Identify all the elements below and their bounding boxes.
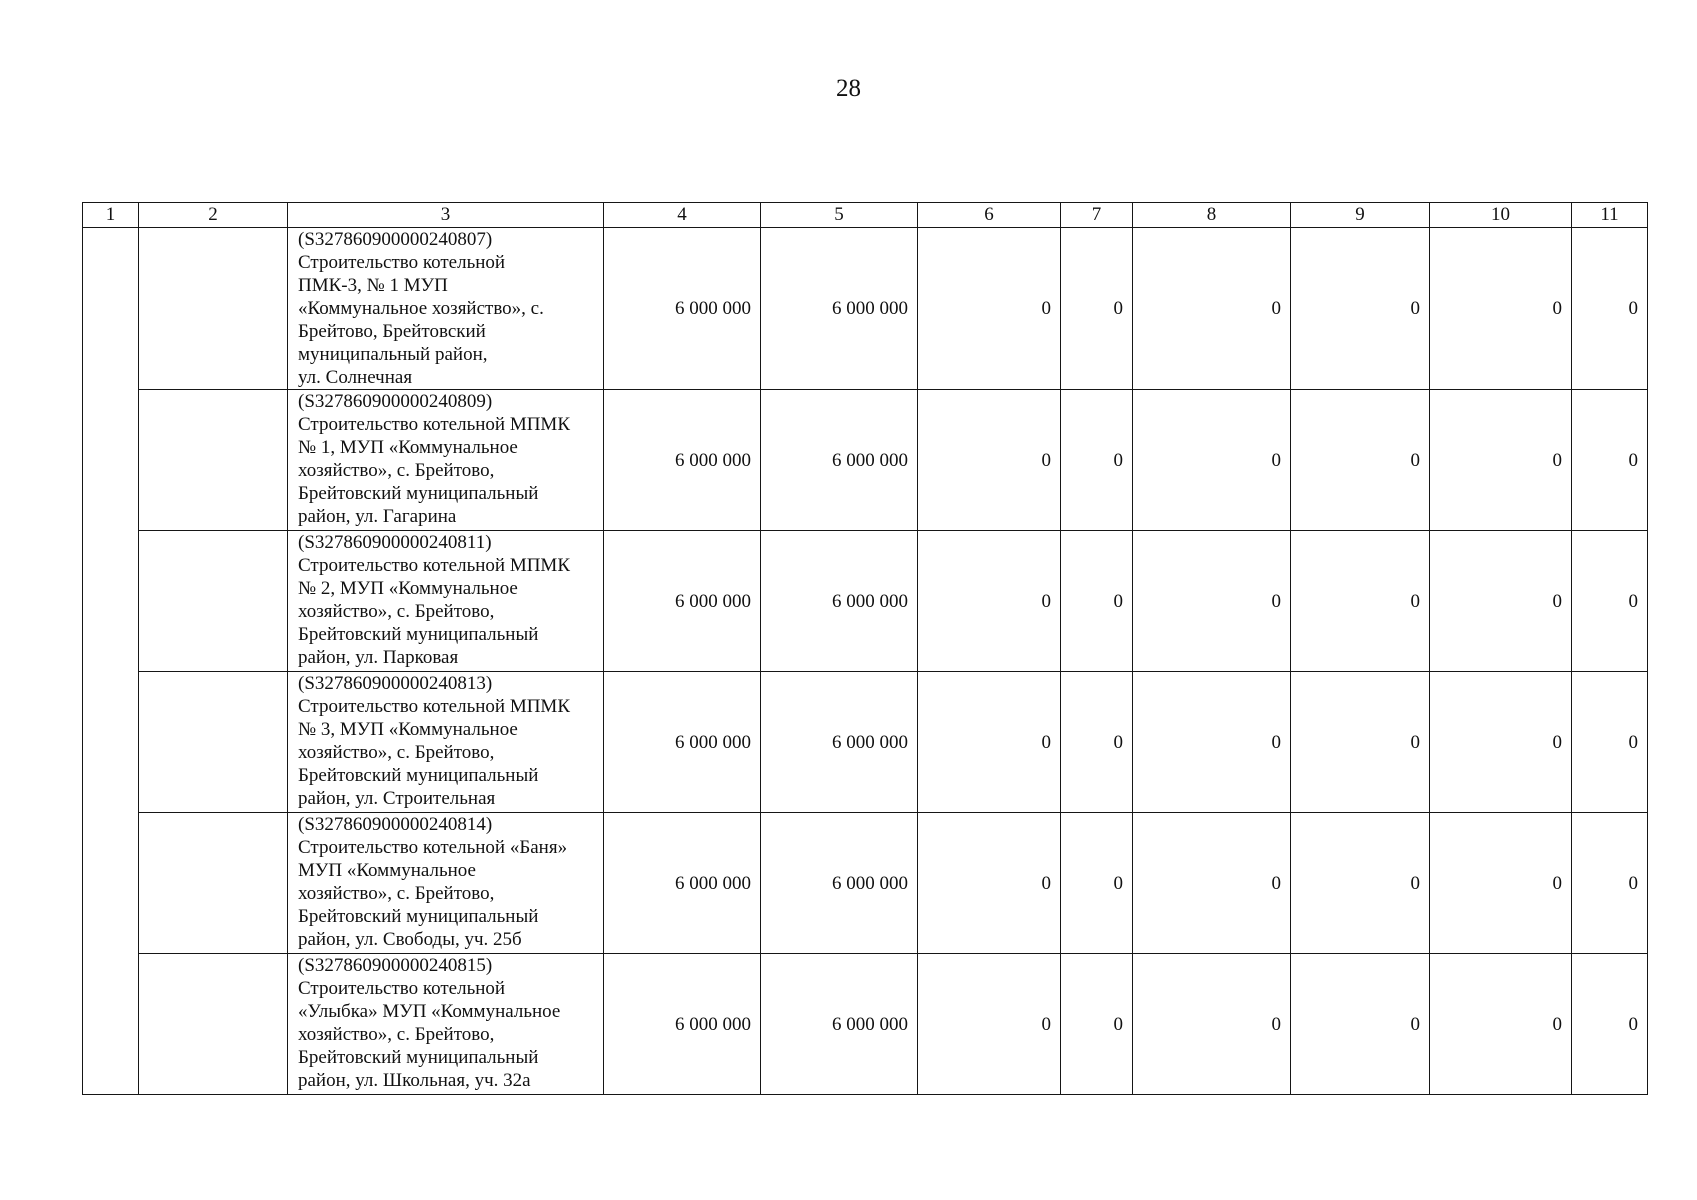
description-line: № 3, МУП «Коммунальное — [298, 719, 518, 740]
budget-table — [82, 202, 1648, 1095]
value-cell-col9: 0 — [1291, 672, 1430, 813]
description-line: (S327860900000240815) — [298, 955, 493, 976]
description-cell — [288, 390, 604, 531]
description-line: Строительство котельной МПМК — [298, 414, 571, 435]
table-row — [83, 228, 1648, 390]
description-line: хозяйство», с. Брейтово, — [298, 460, 495, 481]
value-cell-col8: 0 — [1133, 813, 1291, 954]
value-cell-col7: 0 — [1061, 954, 1133, 1095]
description-line: (S327860900000240807) — [298, 229, 493, 250]
value-cell-col11: 0 — [1572, 954, 1648, 1095]
column-header-6: 6 — [918, 203, 1061, 228]
description-line: район, ул. Школьная, уч. 32а — [298, 1070, 531, 1091]
value-cell-col5: 6 000 000 — [761, 813, 918, 954]
description-line: «Коммунальное хозяйство», с. — [298, 298, 544, 319]
value-cell-col8: 0 — [1133, 672, 1291, 813]
value-cell-col4: 6 000 000 — [604, 228, 761, 390]
description-line: (S327860900000240813) — [298, 673, 493, 694]
description-line: район, ул. Парковая — [298, 647, 459, 668]
description-cell — [288, 672, 604, 813]
description-line: (S327860900000240809) — [298, 391, 493, 412]
column-header-2: 2 — [139, 203, 288, 228]
value-cell-col4: 6 000 000 — [604, 531, 761, 672]
description-line: МУП «Коммунальное — [298, 860, 476, 881]
description-line: район, ул. Гагарина — [298, 506, 457, 527]
description-line: Строительство котельной — [298, 978, 506, 999]
description-line: Строительство котельной — [298, 252, 506, 273]
description-cell — [288, 228, 604, 390]
description-line: Брейтовский муниципальный — [298, 906, 539, 927]
value-cell-col11: 0 — [1572, 390, 1648, 531]
value-cell-col11: 0 — [1572, 531, 1648, 672]
value-cell-col11: 0 — [1572, 672, 1648, 813]
description-line: хозяйство», с. Брейтово, — [298, 601, 495, 622]
value-cell-col10: 0 — [1430, 813, 1572, 954]
table-row — [83, 672, 1648, 813]
value-cell-col4: 6 000 000 — [604, 672, 761, 813]
value-cell-col5: 6 000 000 — [761, 531, 918, 672]
value-cell-col9: 0 — [1291, 954, 1430, 1095]
value-cell-col11: 0 — [1572, 228, 1648, 390]
column-header-4: 4 — [604, 203, 761, 228]
value-cell-col6: 0 — [918, 390, 1061, 531]
page-number: 28 — [836, 75, 861, 102]
description-line: № 2, МУП «Коммунальное — [298, 578, 518, 599]
category-cell — [139, 954, 288, 1095]
value-cell-col9: 0 — [1291, 228, 1430, 390]
value-cell-col8: 0 — [1133, 390, 1291, 531]
value-cell-col8: 0 — [1133, 228, 1291, 390]
value-cell-col10: 0 — [1430, 954, 1572, 1095]
value-cell-col7: 0 — [1061, 672, 1133, 813]
value-cell-col5: 6 000 000 — [761, 672, 918, 813]
value-cell-col6: 0 — [918, 228, 1061, 390]
description-line: Брейтовский муниципальный — [298, 624, 539, 645]
value-cell-col11: 0 — [1572, 813, 1648, 954]
value-cell-col5: 6 000 000 — [761, 390, 918, 531]
table-row — [83, 954, 1648, 1095]
description-line: ул. Солнечная — [298, 367, 413, 388]
description-line: Брейтовский муниципальный — [298, 1047, 539, 1068]
description-line: Брейтовский муниципальный — [298, 765, 539, 786]
value-cell-col9: 0 — [1291, 531, 1430, 672]
value-cell-col5: 6 000 000 — [761, 954, 918, 1095]
value-cell-col4: 6 000 000 — [604, 390, 761, 531]
column-header-8: 8 — [1133, 203, 1291, 228]
description-cell — [288, 954, 604, 1095]
description-cell — [288, 531, 604, 672]
description-line: (S327860900000240811) — [298, 532, 492, 553]
description-line: Брейтово, Брейтовский — [298, 321, 486, 342]
column-header-1: 1 — [83, 203, 139, 228]
column-header-11: 11 — [1572, 203, 1648, 228]
description-line: хозяйство», с. Брейтово, — [298, 1024, 495, 1045]
description-line: Строительство котельной МПМК — [298, 555, 571, 576]
column-header-5: 5 — [761, 203, 918, 228]
value-cell-col10: 0 — [1430, 672, 1572, 813]
description-line: «Улыбка» МУП «Коммунальное — [298, 1001, 561, 1022]
category-cell — [139, 228, 288, 390]
description-line: район, ул. Свободы, уч. 25б — [298, 929, 522, 950]
value-cell-col5: 6 000 000 — [761, 228, 918, 390]
table-row — [83, 813, 1648, 954]
description-line: район, ул. Строительная — [298, 788, 496, 809]
value-cell-col6: 0 — [918, 954, 1061, 1095]
description-line: ПМК-3, № 1 МУП — [298, 275, 448, 296]
row-number-cell — [83, 228, 139, 1095]
category-cell — [139, 813, 288, 954]
value-cell-col10: 0 — [1430, 228, 1572, 390]
value-cell-col6: 0 — [918, 531, 1061, 672]
description-line: Строительство котельной МПМК — [298, 696, 571, 717]
description-line: хозяйство», с. Брейтово, — [298, 742, 495, 763]
table-row — [83, 531, 1648, 672]
column-header-10: 10 — [1430, 203, 1572, 228]
description-line: № 1, МУП «Коммунальное — [298, 437, 518, 458]
value-cell-col7: 0 — [1061, 531, 1133, 672]
value-cell-col7: 0 — [1061, 228, 1133, 390]
column-header-7: 7 — [1061, 203, 1133, 228]
value-cell-col6: 0 — [918, 813, 1061, 954]
description-cell — [288, 813, 604, 954]
description-line: Строительство котельной «Баня» — [298, 837, 568, 858]
value-cell-col7: 0 — [1061, 390, 1133, 531]
description-line: хозяйство», с. Брейтово, — [298, 883, 495, 904]
value-cell-col4: 6 000 000 — [604, 954, 761, 1095]
column-header-3: 3 — [288, 203, 604, 228]
category-cell — [139, 672, 288, 813]
value-cell-col9: 0 — [1291, 813, 1430, 954]
description-line: (S327860900000240814) — [298, 814, 493, 835]
column-header-9: 9 — [1291, 203, 1430, 228]
value-cell-col10: 0 — [1430, 531, 1572, 672]
value-cell-col4: 6 000 000 — [604, 813, 761, 954]
value-cell-col8: 0 — [1133, 531, 1291, 672]
value-cell-col9: 0 — [1291, 390, 1430, 531]
category-cell — [139, 531, 288, 672]
description-line: Брейтовский муниципальный — [298, 483, 539, 504]
category-cell — [139, 390, 288, 531]
table-row — [83, 390, 1648, 531]
value-cell-col6: 0 — [918, 672, 1061, 813]
column-number-row — [83, 203, 1648, 228]
value-cell-col8: 0 — [1133, 954, 1291, 1095]
value-cell-col7: 0 — [1061, 813, 1133, 954]
value-cell-col10: 0 — [1430, 390, 1572, 531]
description-line: муниципальный район, — [298, 344, 488, 365]
